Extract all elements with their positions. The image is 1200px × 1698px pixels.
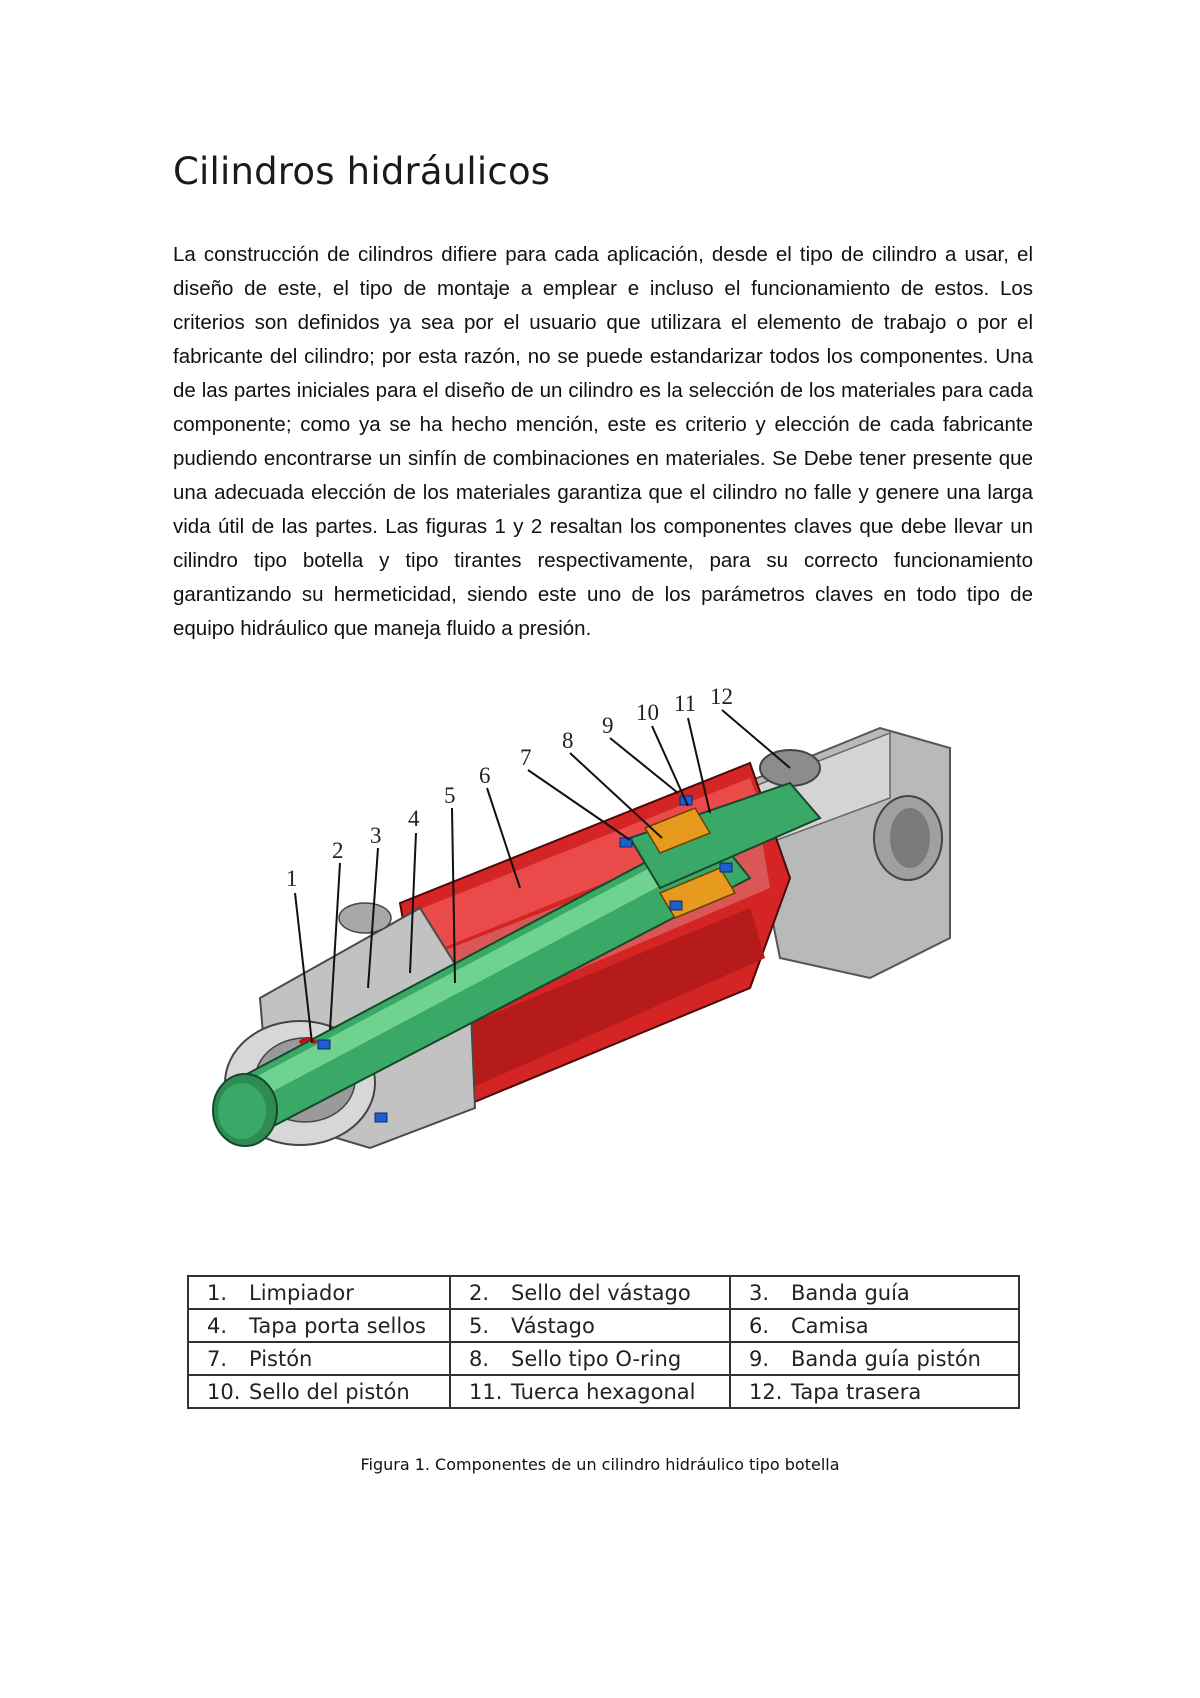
table-cell: 4. Tapa porta sellos (188, 1309, 450, 1342)
table-row (188, 1276, 1019, 1309)
callout-1: 1 (286, 866, 298, 891)
table-row (188, 1342, 1019, 1375)
callout-10: 10 (636, 700, 659, 725)
table-cell: 6. Camisa (730, 1309, 1019, 1342)
callout-4: 4 (408, 806, 420, 831)
table-cell: 8. Sello tipo O-ring (450, 1342, 730, 1375)
callout-2: 2 (332, 838, 344, 863)
table-cell: 5. Vástago (450, 1309, 730, 1342)
table-cell: 10. Sello del pistón (188, 1375, 450, 1408)
callout-5: 5 (444, 783, 456, 808)
table-cell: 11. Tuerca hexagonal (450, 1375, 730, 1408)
callout-11: 11 (674, 691, 697, 716)
callout-12: 12 (710, 688, 733, 709)
table-cell: 7. Pistón (188, 1342, 450, 1375)
table-cell: 2. Sello del vástago (450, 1276, 730, 1309)
callout-6: 6 (479, 763, 491, 788)
table-row (188, 1375, 1019, 1408)
table-row (188, 1309, 1019, 1342)
table-cell: 3. Banda guía (730, 1276, 1019, 1309)
page-title: Cilindros hidráulicos (173, 150, 551, 193)
figure-caption: Figura 1. Componentes de un cilindro hidráulico tipo botella (360, 1455, 840, 1474)
table-cell: 9. Banda guía pistón (730, 1342, 1019, 1375)
table-cell: 12. Tapa trasera (730, 1375, 1019, 1408)
components-table (187, 1275, 1020, 1409)
cylinder-illustration (190, 688, 970, 1248)
callout-8: 8 (562, 728, 574, 753)
body-paragraph: La construcción de cilindros difiere para cada aplicación, desde el tipo de cilindro a usar, el diseño de este, el tipo de montaje a emplear e incluso el funcionamiento de estos. Los criterios son definidos ya sea por el usuario que utilizara el elemento de trabajo o por el fabricante del cilindro; por esta razón, no se puede estandarizar todos los componentes. Una de las partes iniciales para el diseño de un cilindro es la selección de los materiales para cada componente; como ya se ha hecho mención, este es criterio y elección de cada fabricante pudiendo encontrarse un sinfín de combinaciones en materiales. Se Debe tener presente que una adecuada elección de los materiales garantiza que el cilindro no falle y genere una larga vida útil de las partes. Las figuras 1 y 2 resaltan los componentes claves que debe llevar un cilindro tipo botella y tipo tirantes respectivamente, para su correcto funcionamiento garantizando su hermeticidad, siendo este uno de los parámetros claves en todo tipo de equipo hidráulico que maneja fluido a presión. (173, 243, 1033, 640)
callout-9: 9 (602, 713, 614, 738)
callout-7: 7 (520, 745, 532, 770)
callout-3: 3 (370, 823, 382, 848)
cylinder-figure (190, 688, 970, 1248)
table-cell: 1. Limpiador (188, 1276, 450, 1309)
